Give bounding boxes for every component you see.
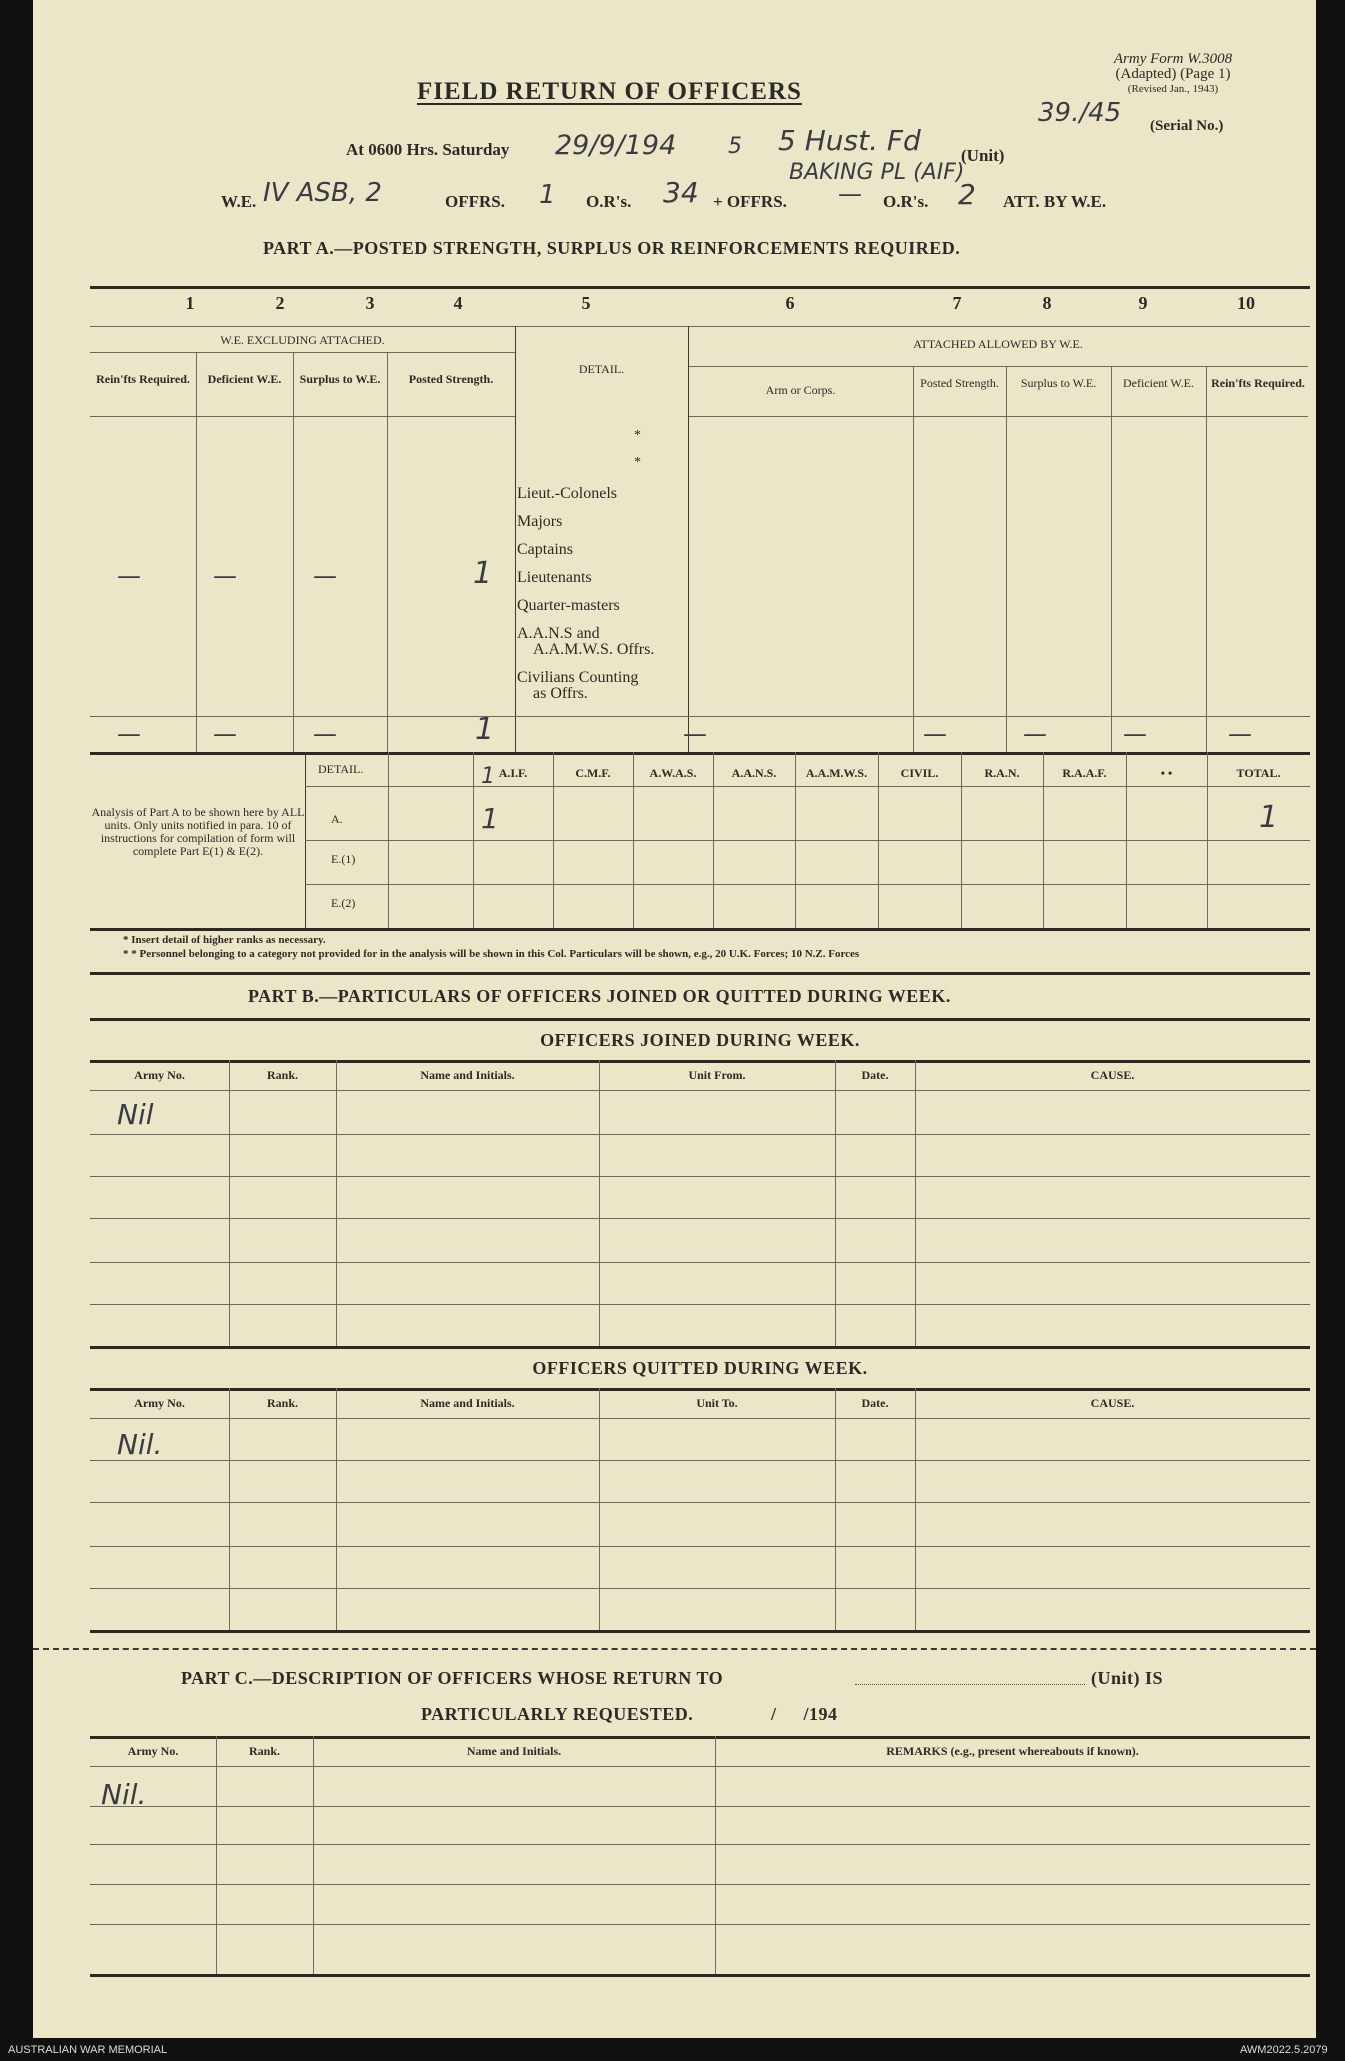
we-value: IV ASB, 2: [263, 178, 382, 208]
offrs-value: 1: [539, 180, 556, 210]
part-c-row-rule: [90, 1924, 1310, 1925]
right-column-header: Arm or Corps.: [765, 383, 836, 397]
star-marker-1: *: [634, 428, 641, 443]
star-marker-2: *: [634, 455, 641, 470]
analysis-column-header: A.W.A.S.: [649, 766, 697, 780]
part-c-heading-1-end: (Unit) IS: [1091, 1668, 1164, 1688]
left-column-header: Surplus to W.E.: [299, 372, 381, 386]
table-divider: [835, 1388, 836, 1630]
total-dash: —: [313, 720, 337, 748]
column-number: 4: [453, 293, 463, 313]
unit-label: (Unit): [961, 146, 1005, 165]
table-column-header: Rank.: [266, 1396, 298, 1410]
table-row-rule: [90, 1304, 1310, 1305]
footnote-1: * Insert detail of higher ranks as necessary.: [123, 934, 326, 946]
analysis-column-header: R.A.A.F.: [1062, 766, 1107, 780]
part-c-divider: [313, 1736, 314, 1974]
quitted-heading: OFFICERS QUITTED DURING WEEK.: [532, 1358, 868, 1378]
column-number: 3: [365, 293, 375, 313]
part-c-date-blank: / /194: [771, 1704, 838, 1724]
analysis-column-header: CIVIL.: [900, 766, 939, 780]
part-a-heading: PART A.—POSTED STRENGTH, SURPLUS OR REINFORCEMENTS REQUIRED.: [263, 238, 961, 258]
joined-nil-value: Nil: [117, 1098, 154, 1131]
analysis-divider: [473, 752, 474, 928]
right-column-header: Surplus to W.E.: [1020, 376, 1097, 390]
att-label: ATT. BY W.E.: [1003, 192, 1107, 211]
part-c-heading-2: PARTICULARLY REQUESTED.: [421, 1704, 694, 1724]
part-c-heading-1: PART C.—DESCRIPTION OF OFFICERS WHOSE RETURN TO: [181, 1668, 724, 1688]
table-column-header: Unit From.: [688, 1068, 746, 1082]
part-c-row-rule: [90, 1884, 1310, 1885]
page-title: FIELD RETURN OF OFFICERS: [417, 78, 802, 105]
rank-label: Majors: [517, 513, 563, 530]
analysis-divider: [961, 752, 962, 928]
column-number: 9: [1138, 293, 1148, 313]
table-row-rule: [90, 1588, 1310, 1589]
analysis-row-label: A.: [331, 812, 343, 826]
table-column-header: Date.: [861, 1068, 889, 1082]
part-c-row-rule: [90, 1806, 1310, 1807]
total-dash: —: [923, 720, 947, 748]
analysis-divider: [553, 752, 554, 928]
ors-label: O.R's.: [586, 192, 632, 211]
table-column-header: CAUSE.: [1090, 1396, 1135, 1410]
analysis-column-header: A.A.N.S.: [731, 766, 777, 780]
analysis-note: Analysis of Part A to be shown here by ALL units. Only units notified in para. 10 of instructions for compilation of form will complete Part E(1) & E(2).: [91, 805, 305, 858]
column-number: 5: [581, 293, 591, 313]
analysis-divider: [1207, 752, 1208, 928]
analysis-detail-heading: DETAIL.: [318, 762, 364, 776]
ors2-label: O.R's.: [883, 192, 929, 211]
table-column-header: Unit To.: [696, 1396, 738, 1410]
rank-label: Lieutenants: [517, 569, 592, 586]
left-column-header: Posted Strength.: [408, 372, 494, 386]
part-c-column-header: Name and Initials.: [466, 1744, 562, 1758]
analysis-row-label: E.(2): [331, 896, 356, 910]
form-id-line2: (Adapted) (Page 1): [1115, 66, 1231, 82]
rank-label: Lieut.-Colonels: [517, 485, 617, 502]
right-column-header: Rein'fts Required.: [1211, 376, 1305, 390]
analysis-column-header: R.A.N.: [984, 766, 1020, 780]
total-posted-value: 1: [475, 712, 495, 747]
table-divider: [336, 1388, 337, 1630]
left-column-header: Deficient W.E.: [207, 372, 282, 386]
ors2-value: 2: [958, 178, 976, 211]
quitted-nil-value: Nil.: [117, 1428, 163, 1461]
table-column-header: Rank.: [266, 1068, 298, 1082]
table-row-rule: [90, 1262, 1310, 1263]
column-number: 7: [952, 293, 962, 313]
unit-value: 5 Hust. Fd: [778, 124, 921, 157]
unit-blank: [855, 1684, 1085, 1685]
analysis-divider: [878, 752, 879, 928]
analysis-column-header: TOTAL.: [1236, 766, 1281, 780]
column-number: 10: [1237, 293, 1255, 313]
table-header-rule: [90, 1418, 1310, 1419]
ors-value: 34: [663, 176, 699, 209]
table-row-rule: [90, 1176, 1310, 1177]
part-c-column-header: REMARKS (e.g., present whereabouts if known).: [886, 1744, 1139, 1758]
table-column-header: Date.: [861, 1396, 889, 1410]
table-divider: [229, 1388, 230, 1630]
right-column-header: Posted Strength.: [920, 376, 999, 390]
table-row-rule: [90, 1502, 1310, 1503]
table-column-header: Name and Initials.: [420, 1068, 515, 1082]
table-header-rule: [90, 1090, 1310, 1091]
table-column-header: CAUSE.: [1090, 1068, 1135, 1082]
part-c-row-rule: [90, 1766, 1310, 1767]
total-dash: —: [1023, 720, 1047, 748]
serial-label: (Serial No.): [1150, 118, 1224, 134]
year-value: 5: [728, 134, 742, 159]
part-b-heading: PART B.—PARTICULARS OF OFFICERS JOINED OR QUITTED DURING WEEK.: [248, 986, 951, 1006]
analysis-divider: [633, 752, 634, 928]
we-excluding-heading: W.E. EXCLUDING ATTACHED.: [220, 333, 385, 347]
rank-label: Captains: [517, 541, 573, 558]
serial-value: 39./45: [1038, 98, 1122, 128]
offrs-label: OFFRS.: [445, 192, 505, 211]
form-id-line1: Army Form W.3008: [1113, 51, 1233, 67]
table-divider: [915, 1388, 916, 1630]
table-row-rule: [90, 1460, 1310, 1461]
total-a-value: 1: [1259, 800, 1279, 835]
analysis-divider: [1043, 752, 1044, 928]
table-column-header: Army No.: [134, 1068, 185, 1082]
aif-head-value: 1: [481, 764, 495, 789]
analysis-column-header: A.A.M.W.S.: [805, 766, 868, 780]
plus-offrs-value: —: [838, 180, 862, 208]
table-divider: [599, 1388, 600, 1630]
right-column-header: Deficient W.E.: [1123, 376, 1194, 390]
rank-label: as Offrs.: [533, 685, 588, 702]
analysis-column-header: C.M.F.: [575, 766, 611, 780]
table-row-rule: [90, 1546, 1310, 1547]
total-dash: —: [213, 720, 237, 748]
footer-left: AUSTRALIAN WAR MEMORIAL: [8, 2044, 168, 2056]
form-id: [1053, 52, 1293, 97]
table-row-rule: [90, 1218, 1310, 1219]
lieutenants-posted-value: 1: [473, 556, 493, 591]
footer-right: AWM2022.5.2079: [1240, 2044, 1328, 2056]
analysis-column-header: • •: [1160, 766, 1173, 780]
total-dash: —: [1228, 720, 1252, 748]
table-column-header: Name and Initials.: [420, 1396, 515, 1410]
column-number: 6: [785, 293, 795, 313]
aif-a-value: 1: [481, 802, 499, 835]
analysis-row-label: E.(1): [331, 852, 356, 866]
plus-offrs-label: + OFFRS.: [713, 192, 787, 211]
form-sheet: [33, 0, 1316, 2038]
total-dash: —: [683, 720, 707, 748]
attached-allowed-heading: ATTACHED ALLOWED BY W.E.: [913, 337, 1083, 351]
rank-label: Quarter-masters: [517, 597, 620, 614]
date-value: 29/9/194: [555, 130, 677, 161]
analysis-divider: [1126, 752, 1127, 928]
part-c-divider: [216, 1736, 217, 1974]
detail-heading: DETAIL.: [578, 362, 625, 376]
footnote-2: * * Personnel belonging to a category not provided for in the analysis will be shown in this Col. Particulars will be shown, e.g., 20 U.K. Forces; 10 N.Z. Forces: [123, 948, 860, 960]
part-c-column-header: Army No.: [127, 1744, 179, 1758]
deficient-dash: —: [213, 562, 237, 590]
part-c-row-rule: [90, 1844, 1310, 1845]
rank-label: Civilians Counting: [517, 669, 639, 686]
part-c-divider: [715, 1736, 716, 1974]
surplus-dash: —: [313, 562, 337, 590]
total-dash: —: [117, 720, 141, 748]
unit-value-2: BAKING PL (AIF): [789, 160, 965, 185]
reinfts-dash: —: [117, 562, 141, 590]
we-label: W.E.: [221, 192, 257, 211]
table-column-header: Army No.: [134, 1396, 185, 1410]
column-number: 8: [1042, 293, 1052, 313]
joined-heading: OFFICERS JOINED DURING WEEK.: [540, 1030, 860, 1050]
part-c-column-header: Rank.: [248, 1744, 280, 1758]
at-prefix: At 0600 Hrs. Saturday: [346, 140, 510, 159]
part-c-nil-value: Nil.: [101, 1778, 147, 1811]
table-row-rule: [90, 1134, 1310, 1135]
total-dash: —: [1123, 720, 1147, 748]
rank-label: A.A.M.W.S. Offrs.: [533, 641, 655, 658]
analysis-divider: [713, 752, 714, 928]
column-number: 2: [275, 293, 285, 313]
rank-label: A.A.N.S and: [517, 625, 600, 642]
left-column-header: Rein'fts Required.: [96, 372, 190, 386]
analysis-column-header: A.I.F.: [498, 766, 528, 780]
form-id-line3: (Revised Jan., 1943): [1127, 83, 1219, 95]
column-number: 1: [185, 293, 195, 313]
analysis-divider: [795, 752, 796, 928]
